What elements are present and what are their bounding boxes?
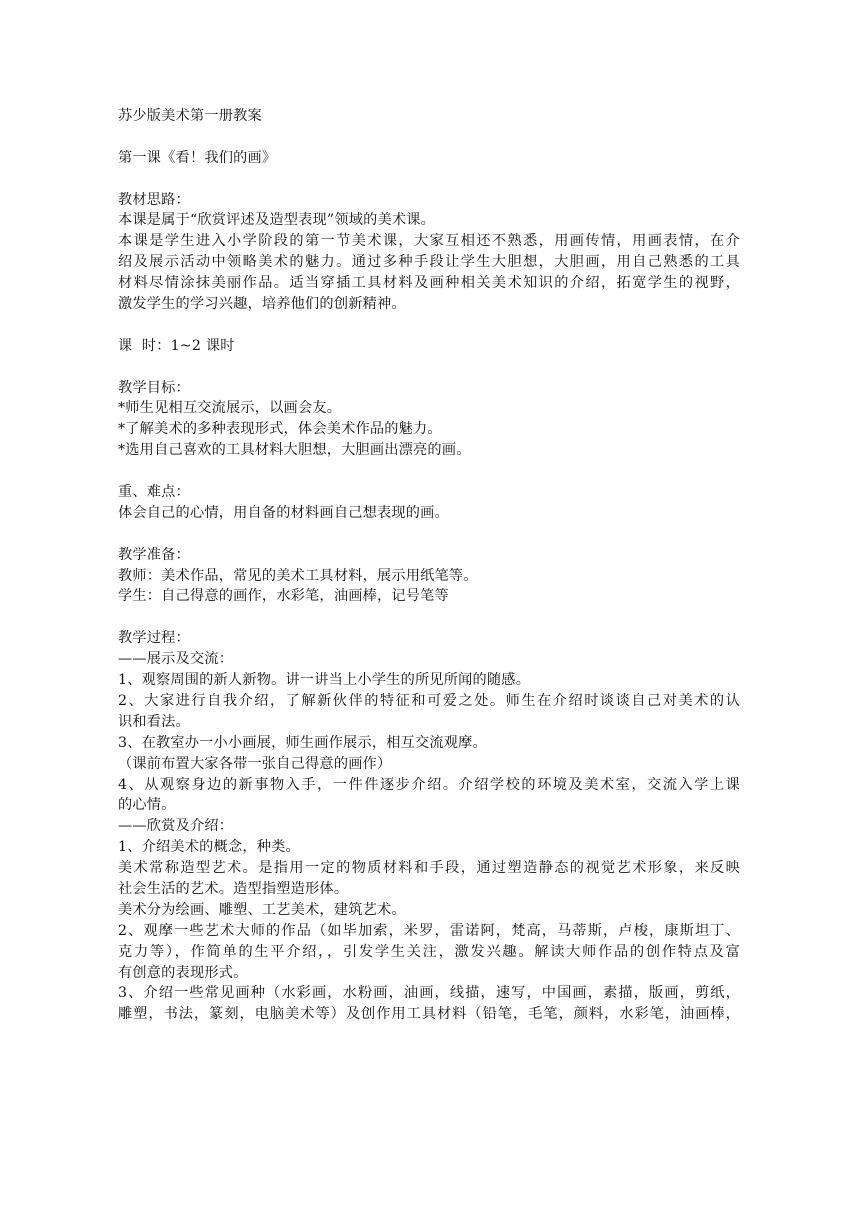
section-process: [118, 628, 740, 1025]
section-heading: 教学准备：: [118, 546, 190, 563]
section-prep: [118, 545, 740, 608]
prep-item: 教师：美术作品，常见的美术工具材料，展示用纸笔等。: [118, 567, 478, 584]
section-goals: [118, 378, 740, 462]
paragraph-line: 绍及展示活动中领略美术的魅力。通过多种手段让学生大胆想，大胆画，用自己熟悉的工具: [118, 254, 740, 271]
paragraph-line: 1、介绍美术的概念，种类。: [118, 839, 300, 856]
blank-line: [118, 315, 740, 336]
paragraph-line: 美术分为绘画、雕塑、工艺美术，建筑艺术。: [118, 901, 406, 918]
section-thinking: [118, 190, 740, 315]
paragraph-line: 的心情。: [118, 797, 176, 814]
paragraph-line: 2、观摩一些艺术大师的作品（如毕加索，米罗，雷诺阿，梵高，马蒂斯，卢梭，康斯坦丁、: [118, 922, 740, 939]
paragraph-line: 本课是学生进入小学阶段的第一节美术课，大家互相还不熟悉，用画传情，用画表情，在介: [118, 233, 740, 250]
paragraph-line: 雕塑，书法，篆刻，电脑美术等）及创作用工具材料（铅笔，毛笔，颜料，水彩笔，油画棒，: [118, 1006, 740, 1023]
goal-item: *师生见相互交流展示，以画会友。: [118, 400, 342, 417]
paragraph-line: 克力等），作简单的生平介绍，，引发学生关注，激发兴趣。解读大师作品的创作特点及富: [118, 943, 740, 960]
paragraph-line: 本课是属于“欣赏评述及造型表现”领域的美术课。: [118, 212, 436, 229]
blank-line: [118, 169, 740, 190]
paragraph-line: 1、观察周围的新人新物。讲一讲当上小学生的所见所闻的随感。: [118, 672, 531, 689]
class-hours: 课 时：1~2 课时: [118, 337, 235, 354]
blank-line: [118, 607, 740, 628]
blank-line: [118, 127, 740, 148]
document-page: [118, 106, 740, 1025]
paragraph-line: 激发学生的学习兴趣，培养他们的创新精神。: [118, 296, 406, 313]
blank-line: [118, 357, 740, 378]
subsection-heading: ——展示及交流：: [118, 651, 234, 668]
section-heading: 教材思路：: [118, 191, 190, 208]
section-key-points: [118, 482, 740, 524]
prep-item: 学生：自己得意的画作，水彩笔，油画棒，记号笔等: [118, 588, 449, 605]
paragraph-line: 体会自己的心情，用自备的材料画自己想表现的画。: [118, 504, 449, 521]
paragraph-line: 美术常称造型艺术。是指用一定的物质材料和手段，通过塑造静态的视觉艺术形象，来反映: [118, 860, 740, 877]
paragraph-line: 3、介绍一些常见画种（水彩画，水粉画，油画，线描，速写，中国画，素描，版画，剪纸，: [118, 985, 740, 1002]
section-heading: 教学过程：: [118, 630, 190, 647]
paragraph-line: 4、从观察身边的新事物入手，一件件逐步介绍。介绍学校的环境及美术室，交流入学上课: [118, 776, 740, 793]
goal-item: *了解美术的多种表现形式，体会美术作品的魅力。: [118, 421, 442, 438]
document-title: 苏少版美术第一册教案: [118, 108, 262, 124]
goal-item: *选用自己喜欢的工具材料大胆想，大胆画出漂亮的画。: [118, 442, 471, 459]
lesson-title: 第一课《看！我们的画》: [118, 149, 277, 166]
paragraph-line: 识和看法。: [118, 713, 190, 730]
paragraph-line: 3、在教室办一小小画展，师生画作展示，相互交流观摩。: [118, 734, 487, 751]
section-heading: 重、难点：: [118, 484, 190, 501]
subsection-heading: ——欣赏及介绍：: [118, 818, 234, 835]
paragraph-line: 材料尽情涂抹美丽作品。适当穿插工具材料及画种相关美术知识的介绍，拓宽学生的视野，: [118, 275, 740, 292]
paragraph-line: 社会生活的艺术。造型指塑造形体。: [118, 880, 349, 897]
blank-line: [118, 461, 740, 482]
paragraph-line: 2、大家进行自我介绍，了解新伙伴的特征和可爱之处。师生在介绍时谈谈自己对美术的认: [118, 692, 740, 709]
paragraph-line: （课前布置大家各带一张自己得意的画作）: [118, 755, 392, 772]
blank-line: [118, 524, 740, 545]
section-heading: 教学目标：: [118, 379, 190, 396]
paragraph-line: 有创意的表现形式。: [118, 964, 248, 981]
